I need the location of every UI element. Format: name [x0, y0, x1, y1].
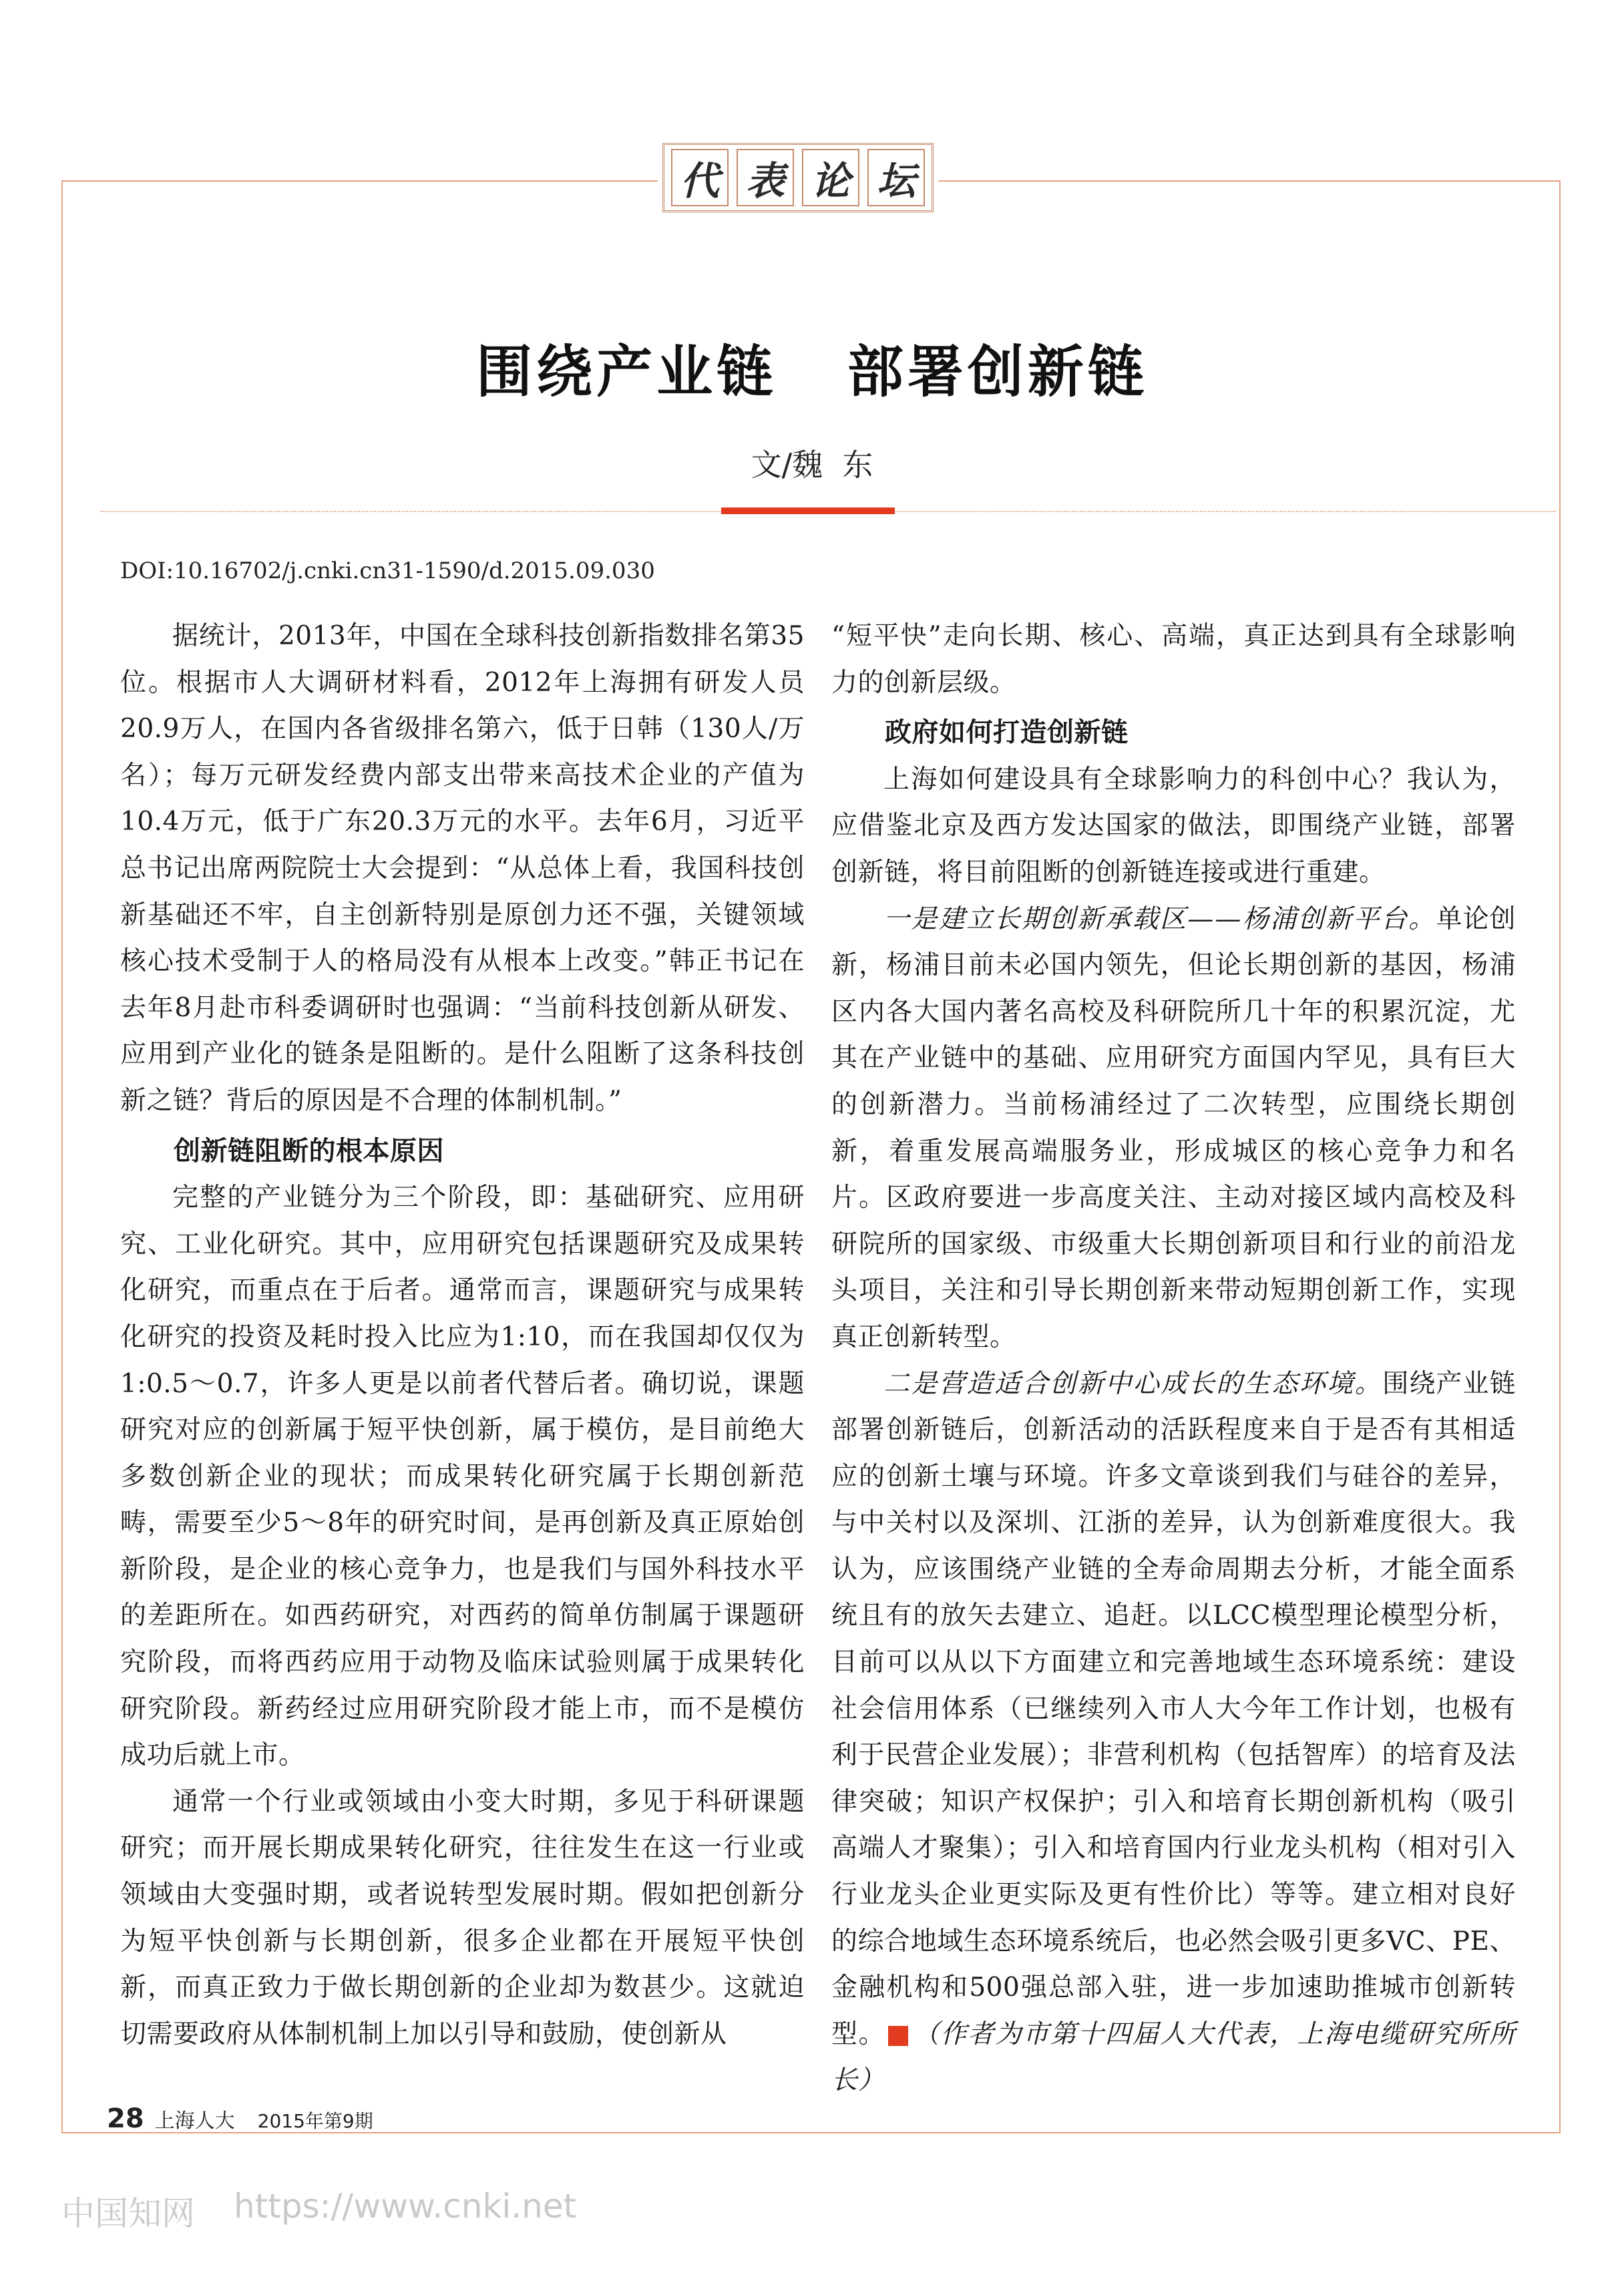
section-heading: 创新链阻断的根本原因: [174, 1135, 444, 1167]
watermark: [61, 2187, 576, 2235]
title-divider-accent: [721, 507, 895, 514]
paragraph: 上海如何建设具有全球影响力的科创中心？我认为，应借鉴北京及西方发达国家的做法，即围绕产业链，部署创新链，将目前阻断的创新链连接或进行重建。: [831, 764, 1516, 887]
column-tag-char: 论: [802, 149, 859, 206]
end-mark-icon: [888, 2026, 908, 2046]
article-author: 文/魏 东: [751, 447, 873, 483]
watermark-brand: 中国知网: [61, 2194, 195, 2233]
paragraph: 据统计，2013年，中国在全球科技创新指数排名第35位。根据市人大调研材料看，2012年上海拥有研发人员20.9万人，在国内各省级排名第六，低于日韩（130人/万名）；每万元研发经费内部支出带来高技术企业的产值为10.4万元，低于广东20.3万元的水平。去年6月，习近平总书记出席两院院士大会提到：“从总体上看，我国科技创新基础还不牢，自主创新特别是原创力还不强，关键领域核心技术受制于人的格局没有从根本上改变。”韩正书记在去年8月赴市科委调研时也强调：“当前科技创新从研发、应用到产业化的链条是阻断的。是什么阻断了这条科技创新之链？背后的原因是不合理的体制机制。”: [120, 621, 805, 1116]
page-footer: [107, 2103, 373, 2134]
column-tag: [662, 143, 934, 212]
watermark-url: https://www.cnki.net: [234, 2187, 577, 2226]
paragraph-body: 单论创新，杨浦目前未必国内领先，但论长期创新的基因，杨浦区内各大国内著名高校及科研院所几十年的积累沉淀，尤其在产业链中的基础、应用研究方面国内罕见，具有巨大的创新潜力。当前杨浦经过了二次转型，应围绕长期创新，着重发展高端服务业，形成城区的核心竞争力和名片。区政府要进一步高度关注、主动对接区域内高校及科研院所的国家级、市级重大长期创新项目和行业的前沿龙头项目，关注和引导长期创新来带动短期创新工作，实现真正创新转型。: [831, 903, 1516, 1352]
paragraph-body: 围绕产业链部署创新链后，创新活动的活跃程度来自于是否有其相适应的创新土壤与环境。许多文章谈到我们与硅谷的差异，与中关村以及深圳、江浙的差异，认为创新难度很大。我认为，应该围绕产业链的全寿命周期去分析，才能全面系统且有的放矢去建立、追赶。以LCC模型理论模型分析，目前可以从以下方面建立和完善地域生态环境系统：建设社会信用体系（已继续列入市人大今年工作计划，也极有利于民营企业发展）；非营利机构（包括智库）的培育及法律突破；知识产权保护；引入和培育长期创新机构（吸引高端人才聚集）；引入和培育国内行业龙头机构（相对引入行业龙头企业更实际及更有性价比）等等。建立相对良好的综合地域生态环境系统后，也必然会吸引更多VC、PE、金融机构和500强总部入驻，进一步加速助推城市创新转型。: [831, 1368, 1516, 2049]
magazine-name: 上海人大: [154, 2109, 235, 2133]
paragraph-lead: 二是营造适合创新中心成长的生态环境。: [883, 1368, 1383, 1399]
section-heading: 政府如何打造创新链: [885, 717, 1129, 749]
column-tag-char: 坛: [867, 149, 925, 206]
issue-label: 2015年第9期: [257, 2110, 373, 2132]
paragraph: “短平快”走向长期、核心、高端，真正达到具有全球影响力的创新层级。: [831, 621, 1516, 698]
paragraph: [831, 896, 1516, 1361]
paragraph: 完整的产业链分为三个阶段，即：基础研究、应用研究、工业化研究。其中，应用研究包括课题研究及成果转化研究，而重点在于后者。通常而言，课题研究与成果转化研究的投资及耗时投入比应为1:10，而在我国却仅仅为1:0.5～0.7，许多人更是以前者代替后者。确切说，课题研究对应的创新属于短平快创新，属于模仿，是目前绝大多数创新企业的现状；而成果转化研究属于长期创新范畴，需要至少5～8年的研究时间，是再创新及真正原始创新阶段，是企业的核心竞争力，也是我们与国外科技水平的差距所在。如西药研究，对西药的简单仿制属于课题研究阶段，而将西药应用于动物及临床试验则属于成果转化研究阶段。新药经过应用研究阶段才能上市，而不是模仿成功后就上市。: [120, 1183, 805, 1771]
column-tag-char: 表: [737, 149, 794, 206]
doi: DOI:10.16702/j.cnki.cn31-1590/d.2015.09.030: [120, 558, 655, 584]
author-note: （作者为市第十四届人大代表，上海电缆研究所所长）: [831, 2019, 1516, 2096]
column-tag-char: 代: [671, 149, 729, 206]
column-tag-banner: [658, 138, 938, 218]
left-column: [120, 613, 805, 2057]
right-column: [831, 613, 1516, 2104]
article-title: 围绕产业链 部署创新链: [476, 339, 1148, 405]
paragraph-lead: 一是建立长期创新承载区——杨浦创新平台。: [883, 903, 1436, 934]
page-number: 28: [107, 2103, 144, 2134]
paragraph: [831, 1361, 1516, 2105]
paragraph: 通常一个行业或领域由小变大时期，多见于科研课题研究；而开展长期成果转化研究，往往发生在这一行业或领域由大变强时期，或者说转型发展时期。假如把创新分为短平快创新与长期创新，很多企业都在开展短平快创新，而真正致力于做长期创新的企业却为数甚少。这就迫切需要政府从体制机制上加以引导和鼓励，使创新从: [120, 1786, 805, 2049]
